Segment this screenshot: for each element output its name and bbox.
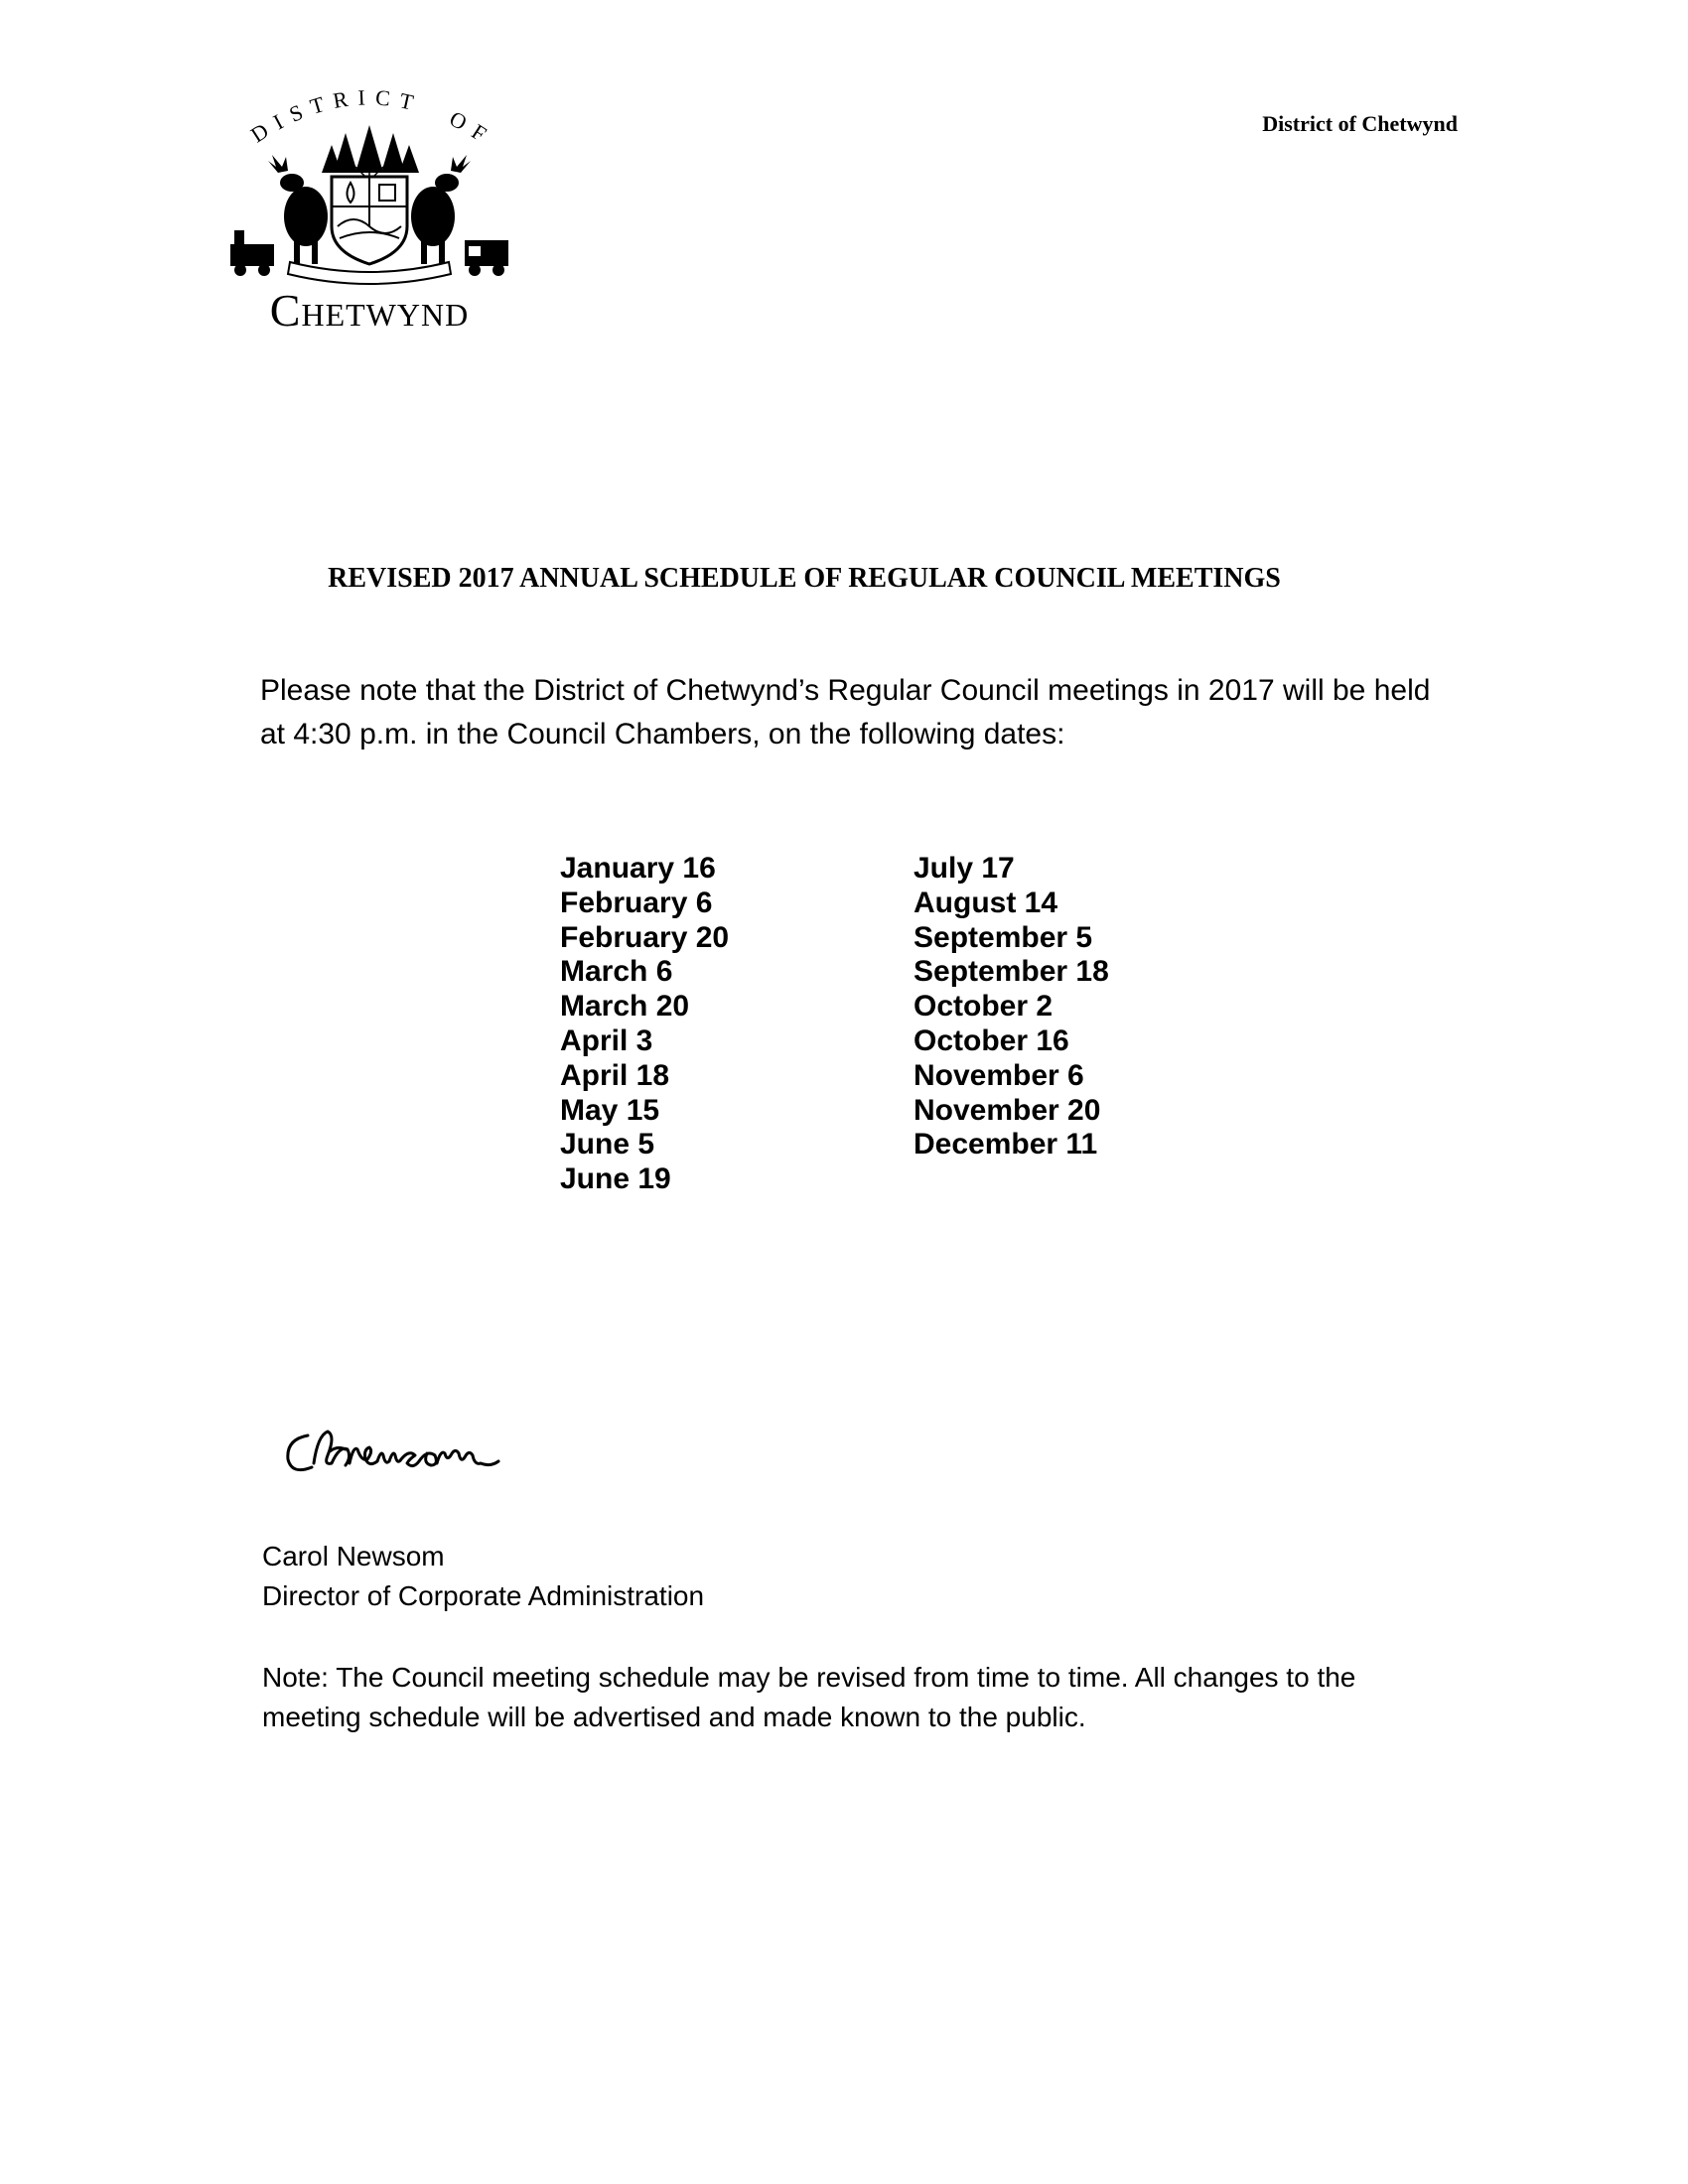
- meeting-dates-column-1: [560, 852, 729, 1197]
- meeting-date: March 20: [560, 990, 690, 1024]
- meeting-date: June 19: [560, 1162, 671, 1196]
- meeting-date: April 18: [560, 1058, 670, 1092]
- intro-paragraph: Please note that the District of Chetwynd’s Regular Council meetings in 2017 will be held at 4:30 p.m. in the Council Chambers, on the following dates:: [260, 674, 1431, 751]
- signature-scribble-icon: [278, 1406, 536, 1495]
- document-title: REVISED 2017 ANNUAL SCHEDULE OF REGULAR COUNCIL MEETINGS: [328, 563, 1281, 594]
- logo-wordmark: Chetwynd: [269, 285, 470, 336]
- signatory-name: Carol Newsom: [262, 1541, 445, 1571]
- meeting-date: March 6: [560, 955, 673, 989]
- meeting-date: April 3: [560, 1024, 653, 1057]
- organization-header: District of Chetwynd: [1262, 111, 1458, 136]
- meeting-date: February 20: [560, 920, 730, 954]
- handwritten-signature: [278, 1406, 536, 1495]
- meeting-date: November 6: [914, 1058, 1084, 1092]
- schedule-note: Note: The Council meeting schedule may be revised from time to time. All changes to the meeting schedule will be advertised and made known to the public.: [262, 1662, 1356, 1732]
- meeting-date: August 14: [914, 886, 1058, 919]
- meeting-dates-column-2: [914, 852, 1109, 1162]
- meeting-date: July 17: [914, 852, 1015, 885]
- meeting-date: June 5: [560, 1128, 655, 1161]
- meeting-date: January 16: [560, 852, 716, 885]
- meeting-date: September 18: [914, 955, 1109, 989]
- crest-emblem-icon: [220, 77, 518, 286]
- meeting-date: December 11: [914, 1128, 1098, 1161]
- signatory-title: Director of Corporate Administration: [262, 1580, 705, 1611]
- meeting-date: October 2: [914, 990, 1054, 1024]
- meeting-date: February 6: [560, 886, 713, 919]
- svg-text:D I S T R I C T O F: D I S T R I C T O F: [245, 84, 493, 148]
- meeting-date: May 15: [560, 1093, 660, 1127]
- meeting-date: September 5: [914, 920, 1093, 954]
- meeting-date: November 20: [914, 1093, 1101, 1127]
- meeting-date: October 16: [914, 1024, 1069, 1057]
- district-crest-logo: [220, 77, 518, 351]
